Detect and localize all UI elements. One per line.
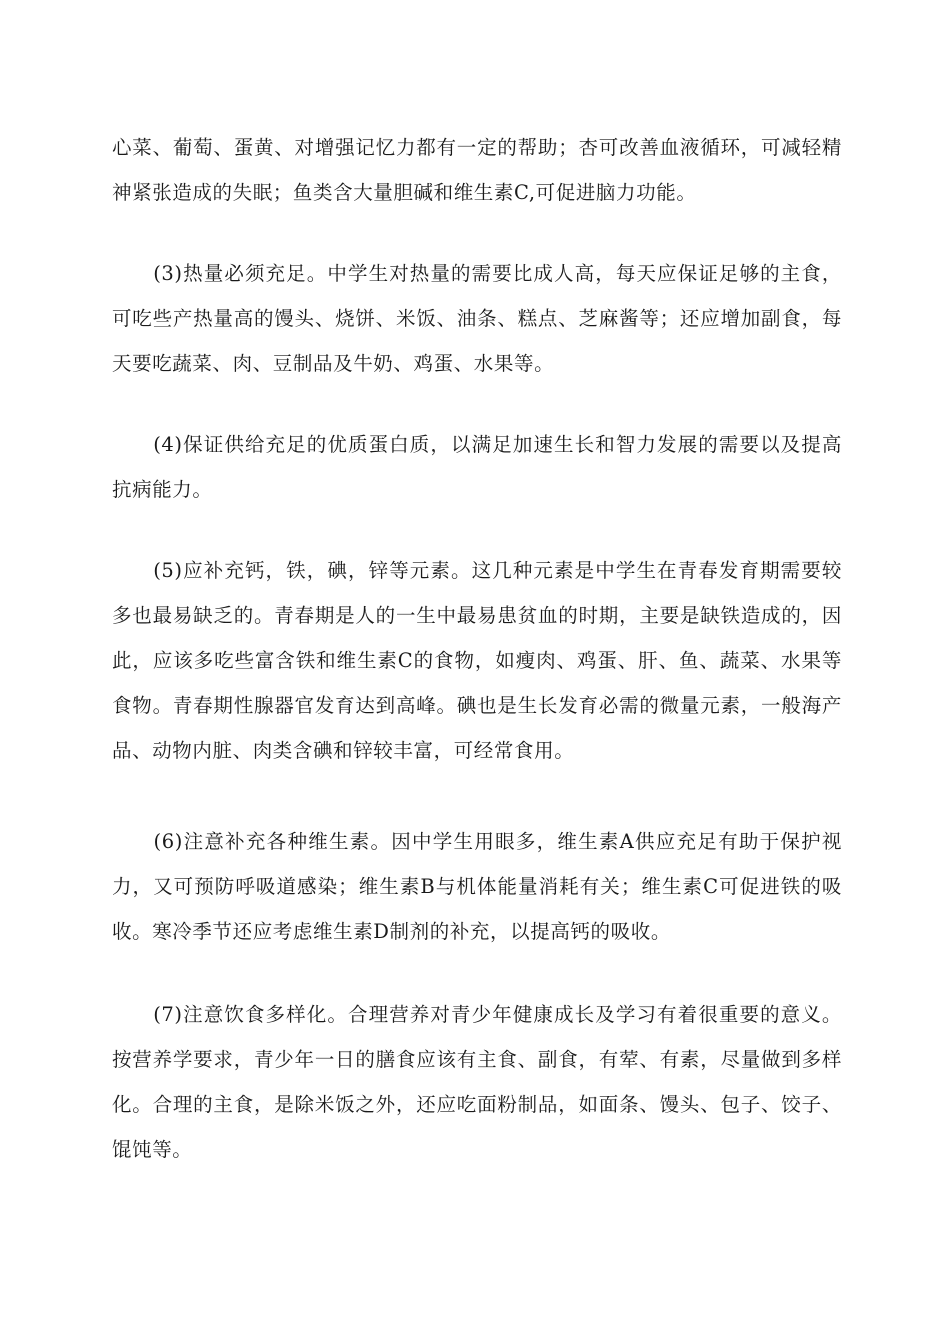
text-line: 神紧张造成的失眠；鱼类含大量胆碱和维生素C,可促进脑力功能。 (112, 181, 697, 204)
text-line: (5)应补充钙，铁，碘，锌等元素。这几种元素是中学生在青春发育期需要较 (112, 559, 842, 582)
paragraph-vegetables-memory (112, 125, 842, 215)
text-line: (6)注意补充各种维生素。因中学生用眼多，维生素A供应充足有助于保护视 (112, 830, 842, 853)
text-line: (4)保证供给充足的优质蛋白质，以满足加速生长和智力发展的需要以及提高 (112, 433, 842, 456)
text-line: 收。寒冷季节还应考虑维生素D制剂的补充，以提高钙的吸收。 (112, 920, 671, 943)
text-line: 馄饨等。 (112, 1138, 193, 1161)
text-line: 按营养学要求，青少年一日的膳食应该有主食、副食，有荤、有素，尽量做到多样 (112, 1048, 842, 1071)
paragraph-item-6-vitamins (112, 819, 842, 954)
text-line: 抗病能力。 (112, 478, 213, 501)
text-line: 心菜、葡萄、蛋黄、对增强记忆力都有一定的帮助；杏可改善血液循环，可减轻精 (112, 136, 842, 159)
text-line: 可吃些产热量高的馒头、烧饼、米饭、油条、糕点、芝麻酱等；还应增加副食，每 (112, 307, 842, 330)
paragraph-item-4-protein (112, 422, 842, 512)
text-line: 多也最易缺乏的。青春期是人的一生中最易患贫血的时期，主要是缺铁造成的，因 (112, 604, 842, 627)
paragraph-item-7-diet-variety (112, 992, 842, 1172)
text-line: 此，应该多吃些富含铁和维生素C的食物，如瘦肉、鸡蛋、肝、鱼、蔬菜、水果等 (112, 649, 842, 672)
text-line: 食物。青春期性腺器官发育达到高峰。碘也是生长发育必需的微量元素，一般海产 (112, 694, 842, 717)
text-line: 力，又可预防呼吸道感染；维生素B与机体能量消耗有关；维生素C可促进铁的吸 (112, 875, 842, 898)
text-line: 化。合理的主食，是除米饭之外，还应吃面粉制品，如面条、馒头、包子、饺子、 (112, 1093, 842, 1116)
text-line: (7)注意饮食多样化。合理营养对青少年健康成长及学习有着很重要的意义。 (112, 1003, 842, 1026)
text-line: (3)热量必须充足。中学生对热量的需要比成人高，每天应保证足够的主食， (112, 262, 842, 285)
text-line: 天要吃蔬菜、肉、豆制品及牛奶、鸡蛋、水果等。 (112, 352, 555, 375)
paragraph-item-3-calories (112, 251, 842, 386)
paragraph-item-5-minerals (112, 548, 842, 773)
text-line: 品、动物内脏、肉类含碘和锌较丰富，可经常食用。 (112, 739, 575, 762)
